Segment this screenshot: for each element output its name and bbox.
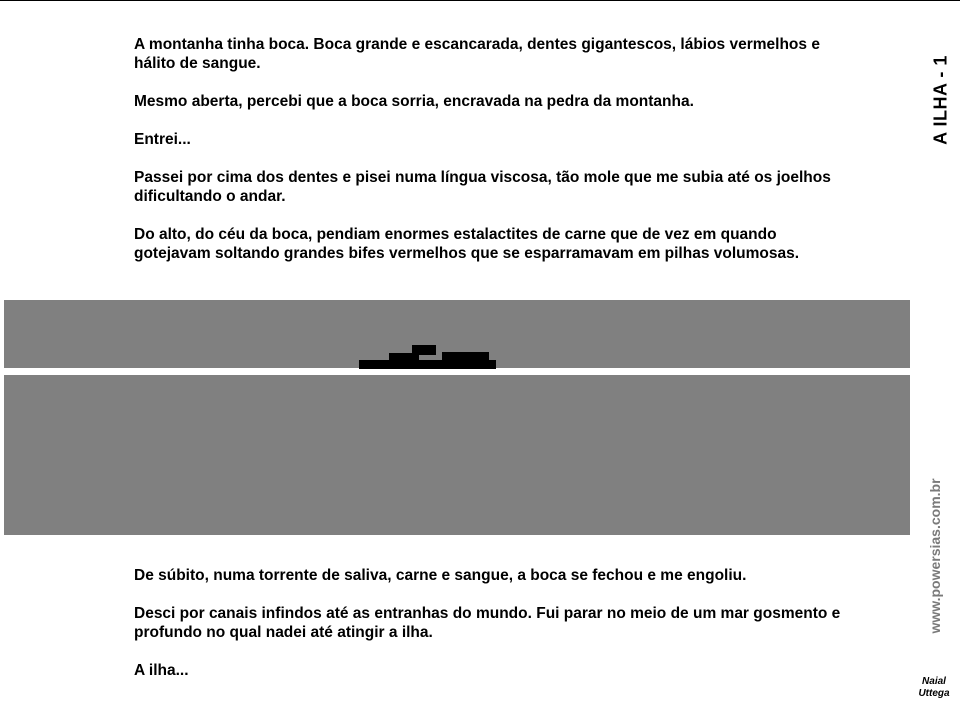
story-paragraph: A montanha tinha boca. Boca grande e escancarada, dentes gigantescos, lábios vermelhos e hálito de sangue. (134, 36, 820, 72)
story-paragraph: Mesmo aberta, percebi que a boca sorria, encravada na pedra da montanha. (134, 93, 694, 110)
story-paragraph: A ilha... (134, 662, 189, 679)
story-paragraph: Desci por canais infindos até as entranhas do mundo. Fui parar no meio de um mar gosmento e profundo no qual nadei até atingir a ilha. (134, 605, 841, 641)
slide-title (926, 40, 956, 160)
story-paragraph: Passei por cima dos dentes e pisei numa língua viscosa, tão mole que me subia até os joelhos dificultando o andar. (134, 169, 831, 205)
slide-title-text: A ILHA - 1 (930, 55, 951, 145)
story-text-bottom (134, 566, 854, 699)
author-first-name: Naial (922, 676, 946, 687)
author-credit (906, 676, 960, 700)
ship-silhouette (359, 345, 499, 369)
story-text-top (134, 35, 854, 282)
story-paragraph: Entrei... (134, 131, 191, 148)
sea-image-bottom (4, 375, 910, 535)
author-last-name: Uttega (918, 688, 950, 699)
website-credit-text: www.powersias.com.br (927, 478, 943, 634)
top-rule (0, 0, 960, 1)
story-paragraph: De súbito, numa torrente de saliva, carne e sangue, a boca se fechou e me engoliu. (134, 567, 747, 584)
website-credit (922, 472, 948, 640)
story-paragraph: Do alto, do céu da boca, pendiam enormes estalactites de carne que de vez em quando gotejavam soltando grandes bifes vermelhos que se esparramavam em pilhas volumosas. (134, 226, 800, 262)
